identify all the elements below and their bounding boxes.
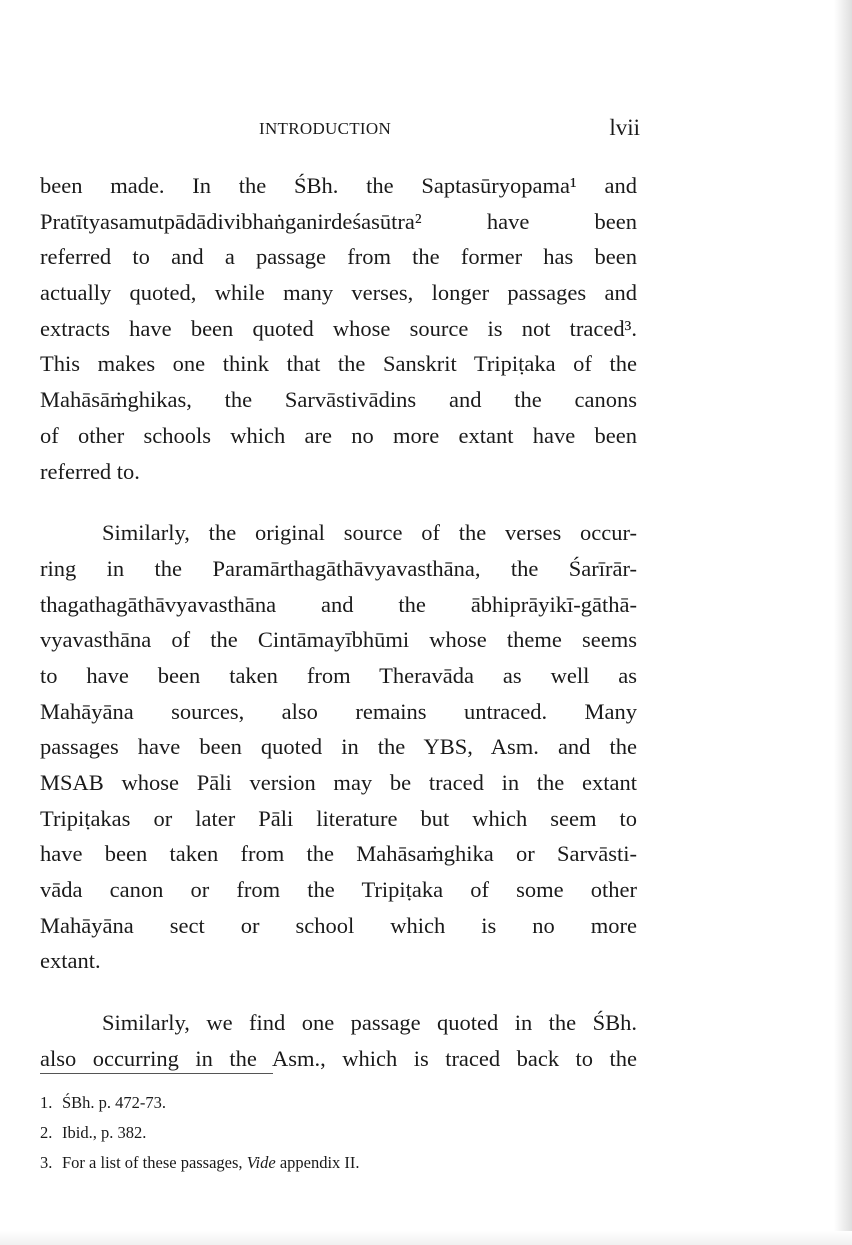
page-edge-shadow bbox=[834, 0, 852, 1245]
text-line: Similarly, we find one passage quoted in the ŚBh. bbox=[102, 1010, 637, 1036]
footnote-text: For a list of these passages, bbox=[62, 1153, 247, 1172]
text-line: referred to and a passage from the former has been bbox=[40, 244, 637, 270]
footnote-number: 1. bbox=[40, 1093, 53, 1112]
body-text bbox=[40, 168, 637, 1077]
text-line: ring in the Paramārthagāthāvyavasthāna, the Śarīrār- bbox=[40, 555, 637, 581]
text-line: actually quoted, while many verses, longer passages and bbox=[40, 280, 637, 306]
text-line: extracts have been quoted whose source is not traced³. bbox=[40, 315, 637, 341]
footnote-text: appendix II. bbox=[275, 1153, 360, 1172]
text-line: Pratītyasamutpādādivibhaṅganirdeśasūtra² have been bbox=[40, 208, 637, 234]
text-line: referred to. bbox=[40, 458, 140, 484]
footnote-3 bbox=[40, 1148, 640, 1178]
text-line: also occurring in the Asm., which is traced back to the bbox=[40, 1045, 637, 1071]
header-title: INTRODUCTION bbox=[259, 119, 392, 138]
text-line: Mahāsāṁghikas, the Sarvāstivādins and the canons bbox=[40, 387, 637, 413]
text-line: to have been taken from Theravāda as well as bbox=[40, 662, 637, 688]
text-line: This makes one think that the Sanskrit Tripiṭaka of the bbox=[40, 351, 637, 377]
footnote-number: 3. bbox=[40, 1153, 53, 1172]
text-line: have been taken from the Mahāsaṁghika or Sarvāsti- bbox=[40, 841, 637, 867]
page-number: lvii bbox=[609, 115, 640, 140]
footnote-number: 2. bbox=[40, 1123, 53, 1142]
text-line: been made. In the ŚBh. the Saptasūryopama¹ and bbox=[40, 173, 637, 198]
footnote-text: Ibid., p. 382. bbox=[62, 1123, 147, 1142]
text-line: Mahāyāna sources, also remains untraced. Many bbox=[40, 698, 637, 724]
text-line: Tripiṭakas or later Pāli literature but which seem to bbox=[40, 805, 637, 831]
footnote-2 bbox=[40, 1118, 640, 1148]
footnote-rule bbox=[40, 1073, 273, 1074]
text-line: vyavasthāna of the Cintāmayībhūmi whose theme seems bbox=[40, 627, 637, 653]
footnotes bbox=[40, 1088, 640, 1178]
text-line: thagathagāthāvyavasthāna and the ābhiprāyikī-gāthā- bbox=[40, 591, 637, 617]
running-header bbox=[40, 115, 640, 145]
text-line: vāda canon or from the Tripiṭaka of some other bbox=[40, 877, 637, 903]
footnote-text: ŚBh. p. 472-73. bbox=[62, 1093, 167, 1112]
text-line: of other schools which are no more extant have been bbox=[40, 422, 637, 448]
text-line: MSAB whose Pāli version may be traced in the extant bbox=[40, 770, 637, 795]
text-line: Similarly, the original source of the verses occur- bbox=[102, 520, 637, 546]
text-line: passages have been quoted in the YBS, Asm. and the bbox=[40, 734, 637, 760]
text-line: extant. bbox=[40, 948, 101, 974]
footnote-emphasis: Vide bbox=[246, 1153, 276, 1172]
footnote-1 bbox=[40, 1088, 640, 1118]
page-bottom-shadow bbox=[0, 1231, 852, 1245]
text-line: Mahāyāna sect or school which is no more bbox=[40, 912, 637, 938]
